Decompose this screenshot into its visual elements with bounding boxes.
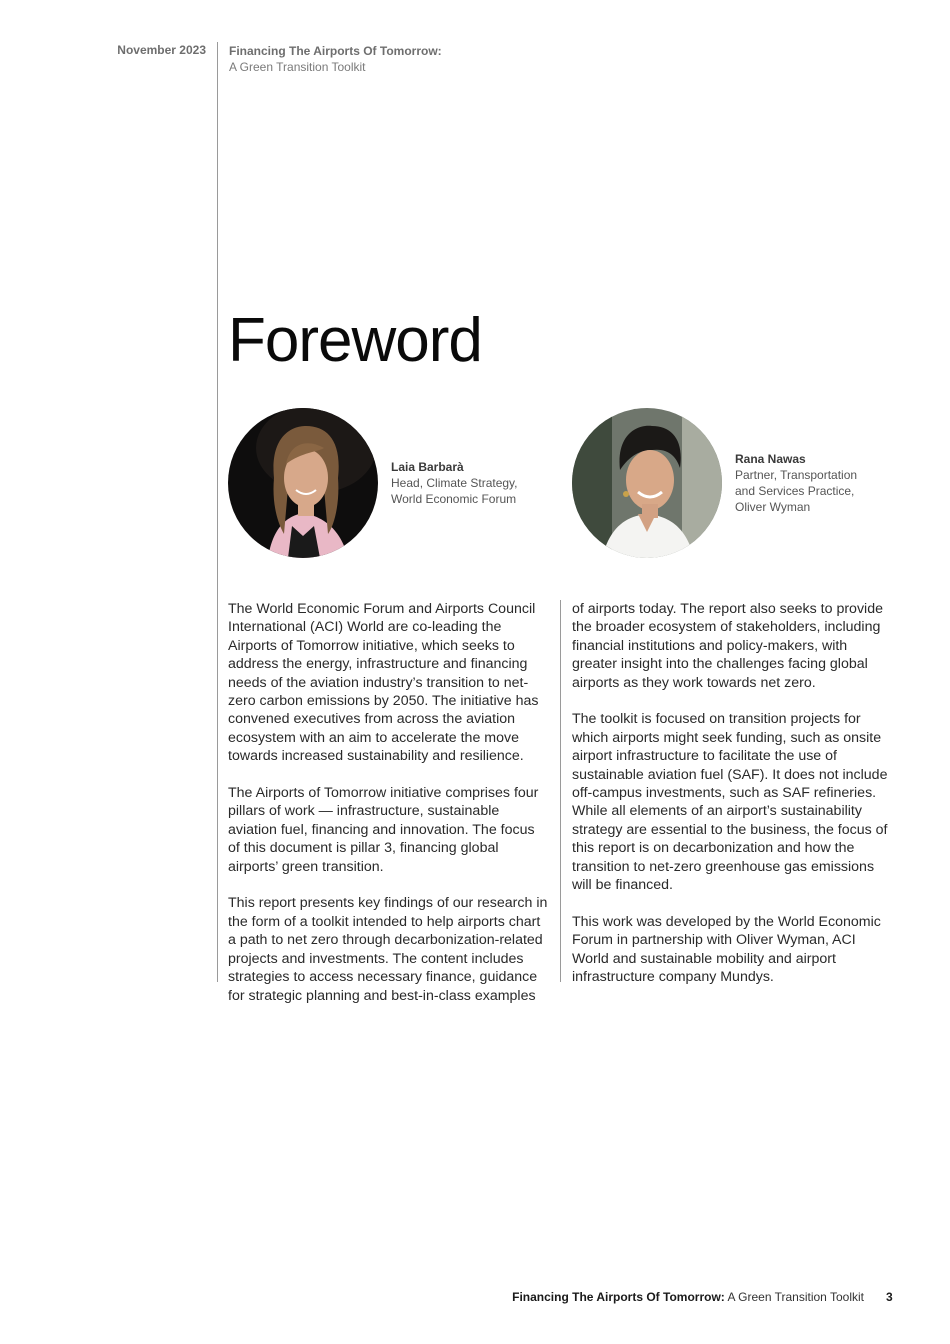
body-paragraph: This report presents key findings of our research in the form of a toolkit intended to help airports chart a path to net zero through decarbonization-related projects and investments. The content includes strategies to access necessary finance, guidance for strategic planning and best-in-class examples xyxy=(228,895,548,1004)
body-column-left xyxy=(228,600,548,1023)
page-number: 3 xyxy=(886,1290,893,1304)
author-role-line: Partner, Transportation xyxy=(735,468,858,482)
footer-title-rest: A Green Transition Toolkit xyxy=(724,1290,864,1304)
body-paragraph: The Airports of Tomorrow initiative comprises four pillars of work — infrastructure, sustainable aviation fuel, financing and innovation. The focus of this document is pillar 3, financing global airports’ green transition. xyxy=(228,785,539,875)
header-title-block xyxy=(229,43,442,75)
body-paragraph: of airports today. The report also seeks to provide the broader ecosystem of stakeholders, including financial institutions and policy-makers, with greater insight into the challenges facing global airports as they work towards net zero. xyxy=(572,601,883,691)
body-paragraph: The World Economic Forum and Airports Council International (ACI) World are co-leading the Airports of Tomorrow initiative, which seeks to address the energy, infrastructure and financing needs of the aviation industry’s transition to net-zero carbon emissions by 2050. The initiative has convened executives from across the aviation ecosystem with an aim to accelerate the move towards increased sustainability and resilience. xyxy=(228,601,539,765)
author-laia xyxy=(391,459,518,507)
author-role-line: Oliver Wyman xyxy=(735,500,811,514)
author-rana xyxy=(735,451,857,515)
author-name: Laia Barbarà xyxy=(391,460,464,474)
author-role-line: and Services Practice, xyxy=(735,484,855,498)
header-date: November 2023 xyxy=(117,43,206,57)
author-name: Rana Nawas xyxy=(735,452,806,466)
body-paragraph: This work was developed by the World Economic Forum in partnership with Oliver Wyman, ACI World and sustainable mobility and airport infrastructure company Mundys. xyxy=(572,913,881,986)
footer-title xyxy=(512,1290,864,1304)
header-title: Financing The Airports Of Tomorrow: xyxy=(229,44,442,58)
header-subtitle: A Green Transition Toolkit xyxy=(229,60,366,74)
body-paragraph: The toolkit is focused on transition projects for which airports might seek funding, such as onsite airport infrastructure to facilitate the use of sustainable aviation fuel (SAF). It does not include off-campus investments, such as SAF refineries. While all elements of an airport’s sustainability strategy are essential to the business, the focus of this report is on decarbonization and how the transition to net-zero greenhouse gas emissions will be financed. xyxy=(572,711,888,894)
author-photo-laia xyxy=(228,408,378,558)
page-title: Foreword xyxy=(228,306,482,375)
author-role-line: World Economic Forum xyxy=(391,492,517,506)
author-photo-rana xyxy=(572,408,722,558)
footer-title-bold: Financing The Airports Of Tomorrow: xyxy=(512,1290,725,1304)
vertical-rule xyxy=(217,42,218,982)
author-role-line: Head, Climate Strategy, xyxy=(391,476,518,490)
column-divider xyxy=(560,600,561,982)
body-column-right xyxy=(572,600,892,1005)
